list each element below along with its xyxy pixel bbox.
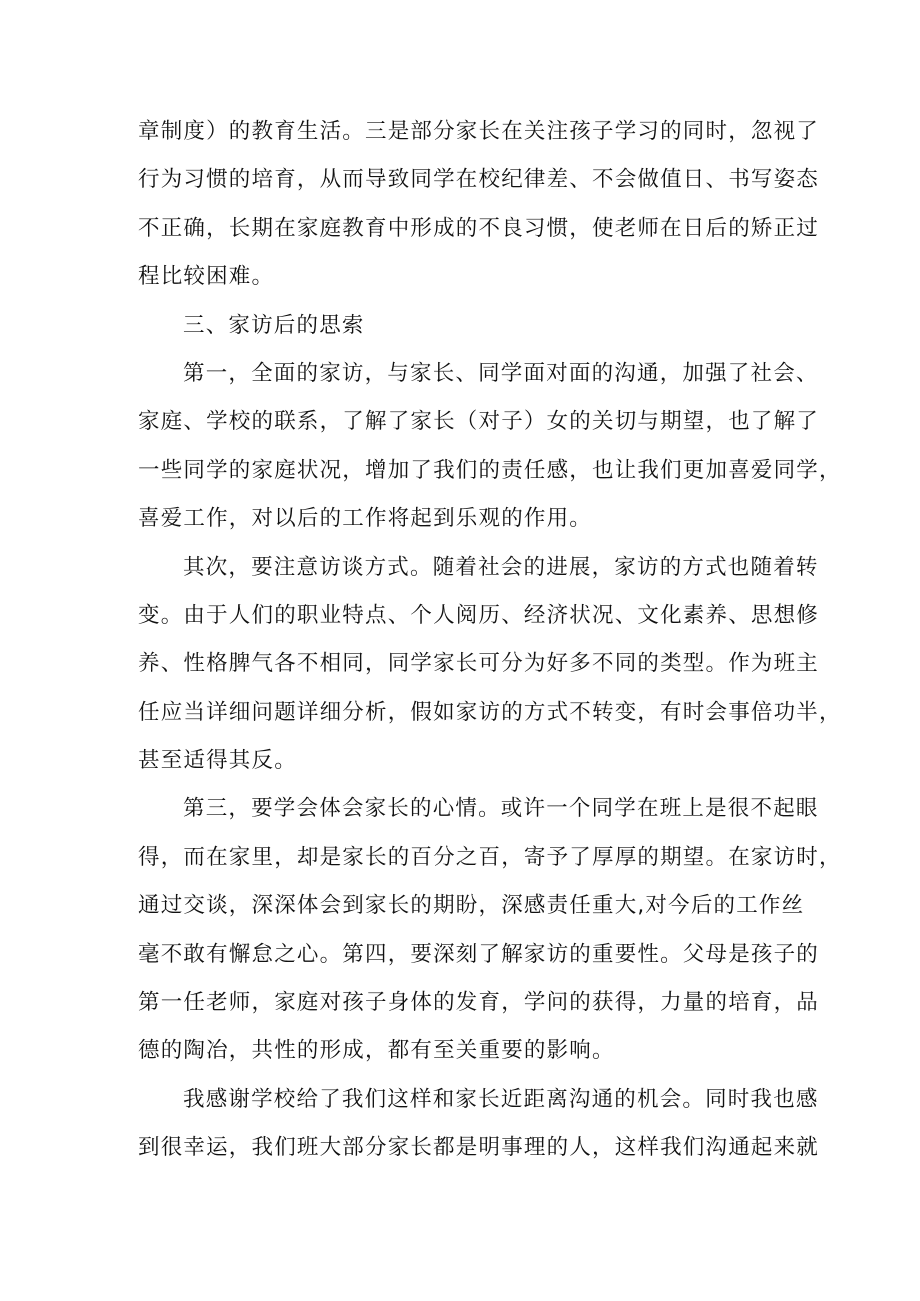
section-heading: 三、家访后的思索: [183, 312, 365, 338]
text-line: 第一任老师，家庭对孩子身体的发育，学问的获得，力量的培育，品: [138, 990, 820, 1016]
text-line: 德的陶冶，共性的形成，都有至关重要的影响。: [138, 1038, 615, 1064]
text-line: 甚至适得其反。: [138, 748, 297, 774]
text-line: 通过交谈，深深体会到家长的期盼，深感责任重大,对今后的工作丝: [138, 893, 805, 919]
text-line: 其次，要注意访谈方式。随着社会的进展，家访的方式也随着转: [183, 554, 819, 580]
text-line: 程比较困难。: [138, 264, 275, 290]
text-line: 养、性格脾气各不相同，同学家长可分为好多不同的类型。作为班主: [138, 651, 820, 677]
text-line: 到很幸运，我们班大部分家长都是明事理的人，这样我们沟通起来就: [138, 1135, 820, 1161]
text-line: 我感谢学校给了我们这样和家长近距离沟通的机会。同时我也感: [183, 1086, 819, 1112]
text-line: 喜爱工作，对以后的工作将起到乐观的作用。: [138, 506, 593, 532]
text-line: 不正确，长期在家庭教育中形成的不良习惯，使老师在日后的矫正过: [138, 215, 820, 241]
text-line: 任应当详细问题详细分析，假如家访的方式不转变，有时会事倍功半，: [138, 699, 842, 725]
text-line: 章制度）的教育生活。三是部分家长在关注孩子学习的同时，忽视了: [138, 119, 820, 144]
text-line: 得，而在家里，却是家长的百分之百，寄予了厚厚的期望。在家访时，: [138, 844, 842, 870]
text-line: 毫不敢有懈怠之心。第四，要深刻了解家访的重要性。父母是孩子的: [138, 941, 820, 967]
text-line: 行为习惯的培育，从而导致同学在校纪律差、不会做值日、书写姿态: [138, 167, 820, 193]
text-line: 变。由于人们的职业特点、个人阅历、经济状况、文化素养、思想修: [138, 602, 820, 628]
text-line: 第三，要学会体会家长的心情。或许一个同学在班上是很不起眼: [183, 796, 819, 822]
text-line: 第一，全面的家访，与家长、同学面对面的沟通，加强了社会、: [183, 360, 819, 386]
text-line: 家庭、学校的联系，了解了家长（对子）女的关切与期望，也了解了: [138, 409, 820, 435]
document-body: [138, 108, 842, 1173]
text-line: 一些同学的家庭状况，增加了我们的责任感，也让我们更加喜爱同学，: [138, 457, 842, 483]
